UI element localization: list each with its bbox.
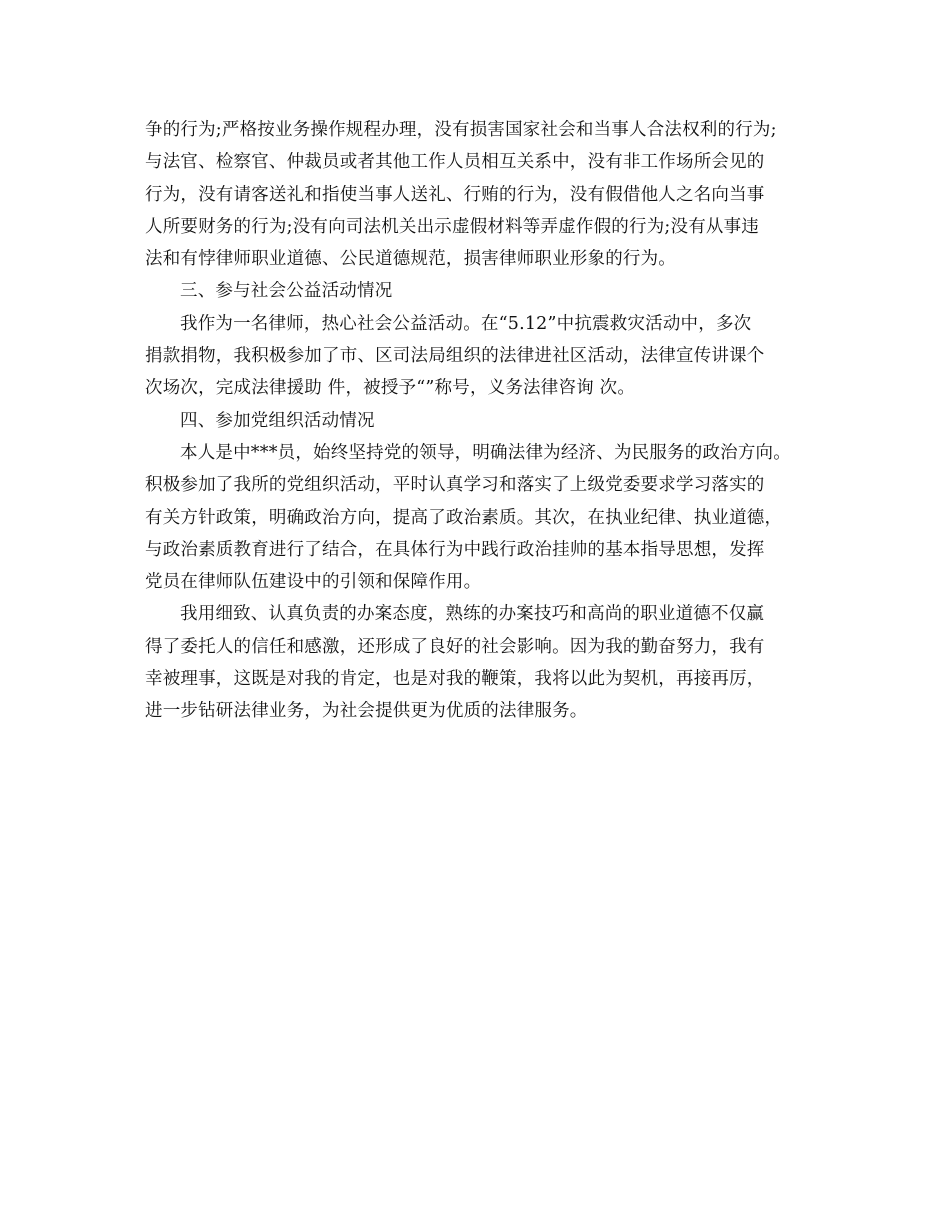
text-line: 党员在律师队伍建设中的引领和保障作用。 xyxy=(145,572,482,593)
text-line: 与法官、检察官、仲裁员或者其他工作人员相互关系中，没有非工作场所会见的 xyxy=(145,152,765,173)
text-line: 我用细致、认真负责的办案态度，熟练的办案技巧和高尚的职业道德不仅赢 xyxy=(180,604,765,625)
text-line: 四、参加党组织活动情况 xyxy=(180,410,375,431)
text-line: 得了委托人的信任和感激，还形成了良好的社会影响。因为我的勤奋努力，我有 xyxy=(145,636,765,657)
text-line: 有关方针政策，明确政治方向，提高了政治素质。其次，在执业纪律、执业道德， xyxy=(145,507,783,528)
text-line: 幸被理事，这既是对我的肯定，也是对我的鞭策，我将以此为契机，再接再厉， xyxy=(145,669,765,690)
text-line: 捐款捐物，我积极参加了市、区司法局组织的法律进社区活动，法律宣传讲课个 xyxy=(145,346,765,367)
text-line: 本人是中***员，始终坚持党的领导，明确法律为经济、为民服务的政治方向。 xyxy=(180,442,791,463)
text-line: 争的行为;严格按业务操作规程办理，没有损害国家社会和当事人合法权利的行为; xyxy=(145,120,777,140)
text-line: 进一步钻研法律业务，为社会提供更为优质的法律服务。 xyxy=(145,701,588,722)
text-line: 人所要财务的行为;没有向司法机关出示虚假材料等弄虚作假的行为;没有从事违 xyxy=(145,216,759,237)
text-line: 次场次，完成法律援助 件，被授予“”称号，义务法律咨询 次。 xyxy=(145,378,636,399)
text-line: 我作为一名律师，热心社会公益活动。在“5.12”中抗震救灾活动中，多次 xyxy=(180,313,752,334)
text-line: 积极参加了我所的党组织活动，平时认真学习和落实了上级党委要求学习落实的 xyxy=(145,475,765,496)
text-line: 法和有悖律师职业道德、公民道德规范，损害律师职业形象的行为。 xyxy=(145,249,676,270)
text-line: 行为，没有请客送礼和指使当事人送礼、行贿的行为，没有假借他人之名向当事 xyxy=(145,184,765,205)
text-line: 三、参与社会公益活动情况 xyxy=(180,281,393,302)
document-body xyxy=(145,114,825,728)
text-line: 与政治素质教育进行了结合，在具体行为中践行政治挂帅的基本指导思想，发挥 xyxy=(145,539,765,560)
